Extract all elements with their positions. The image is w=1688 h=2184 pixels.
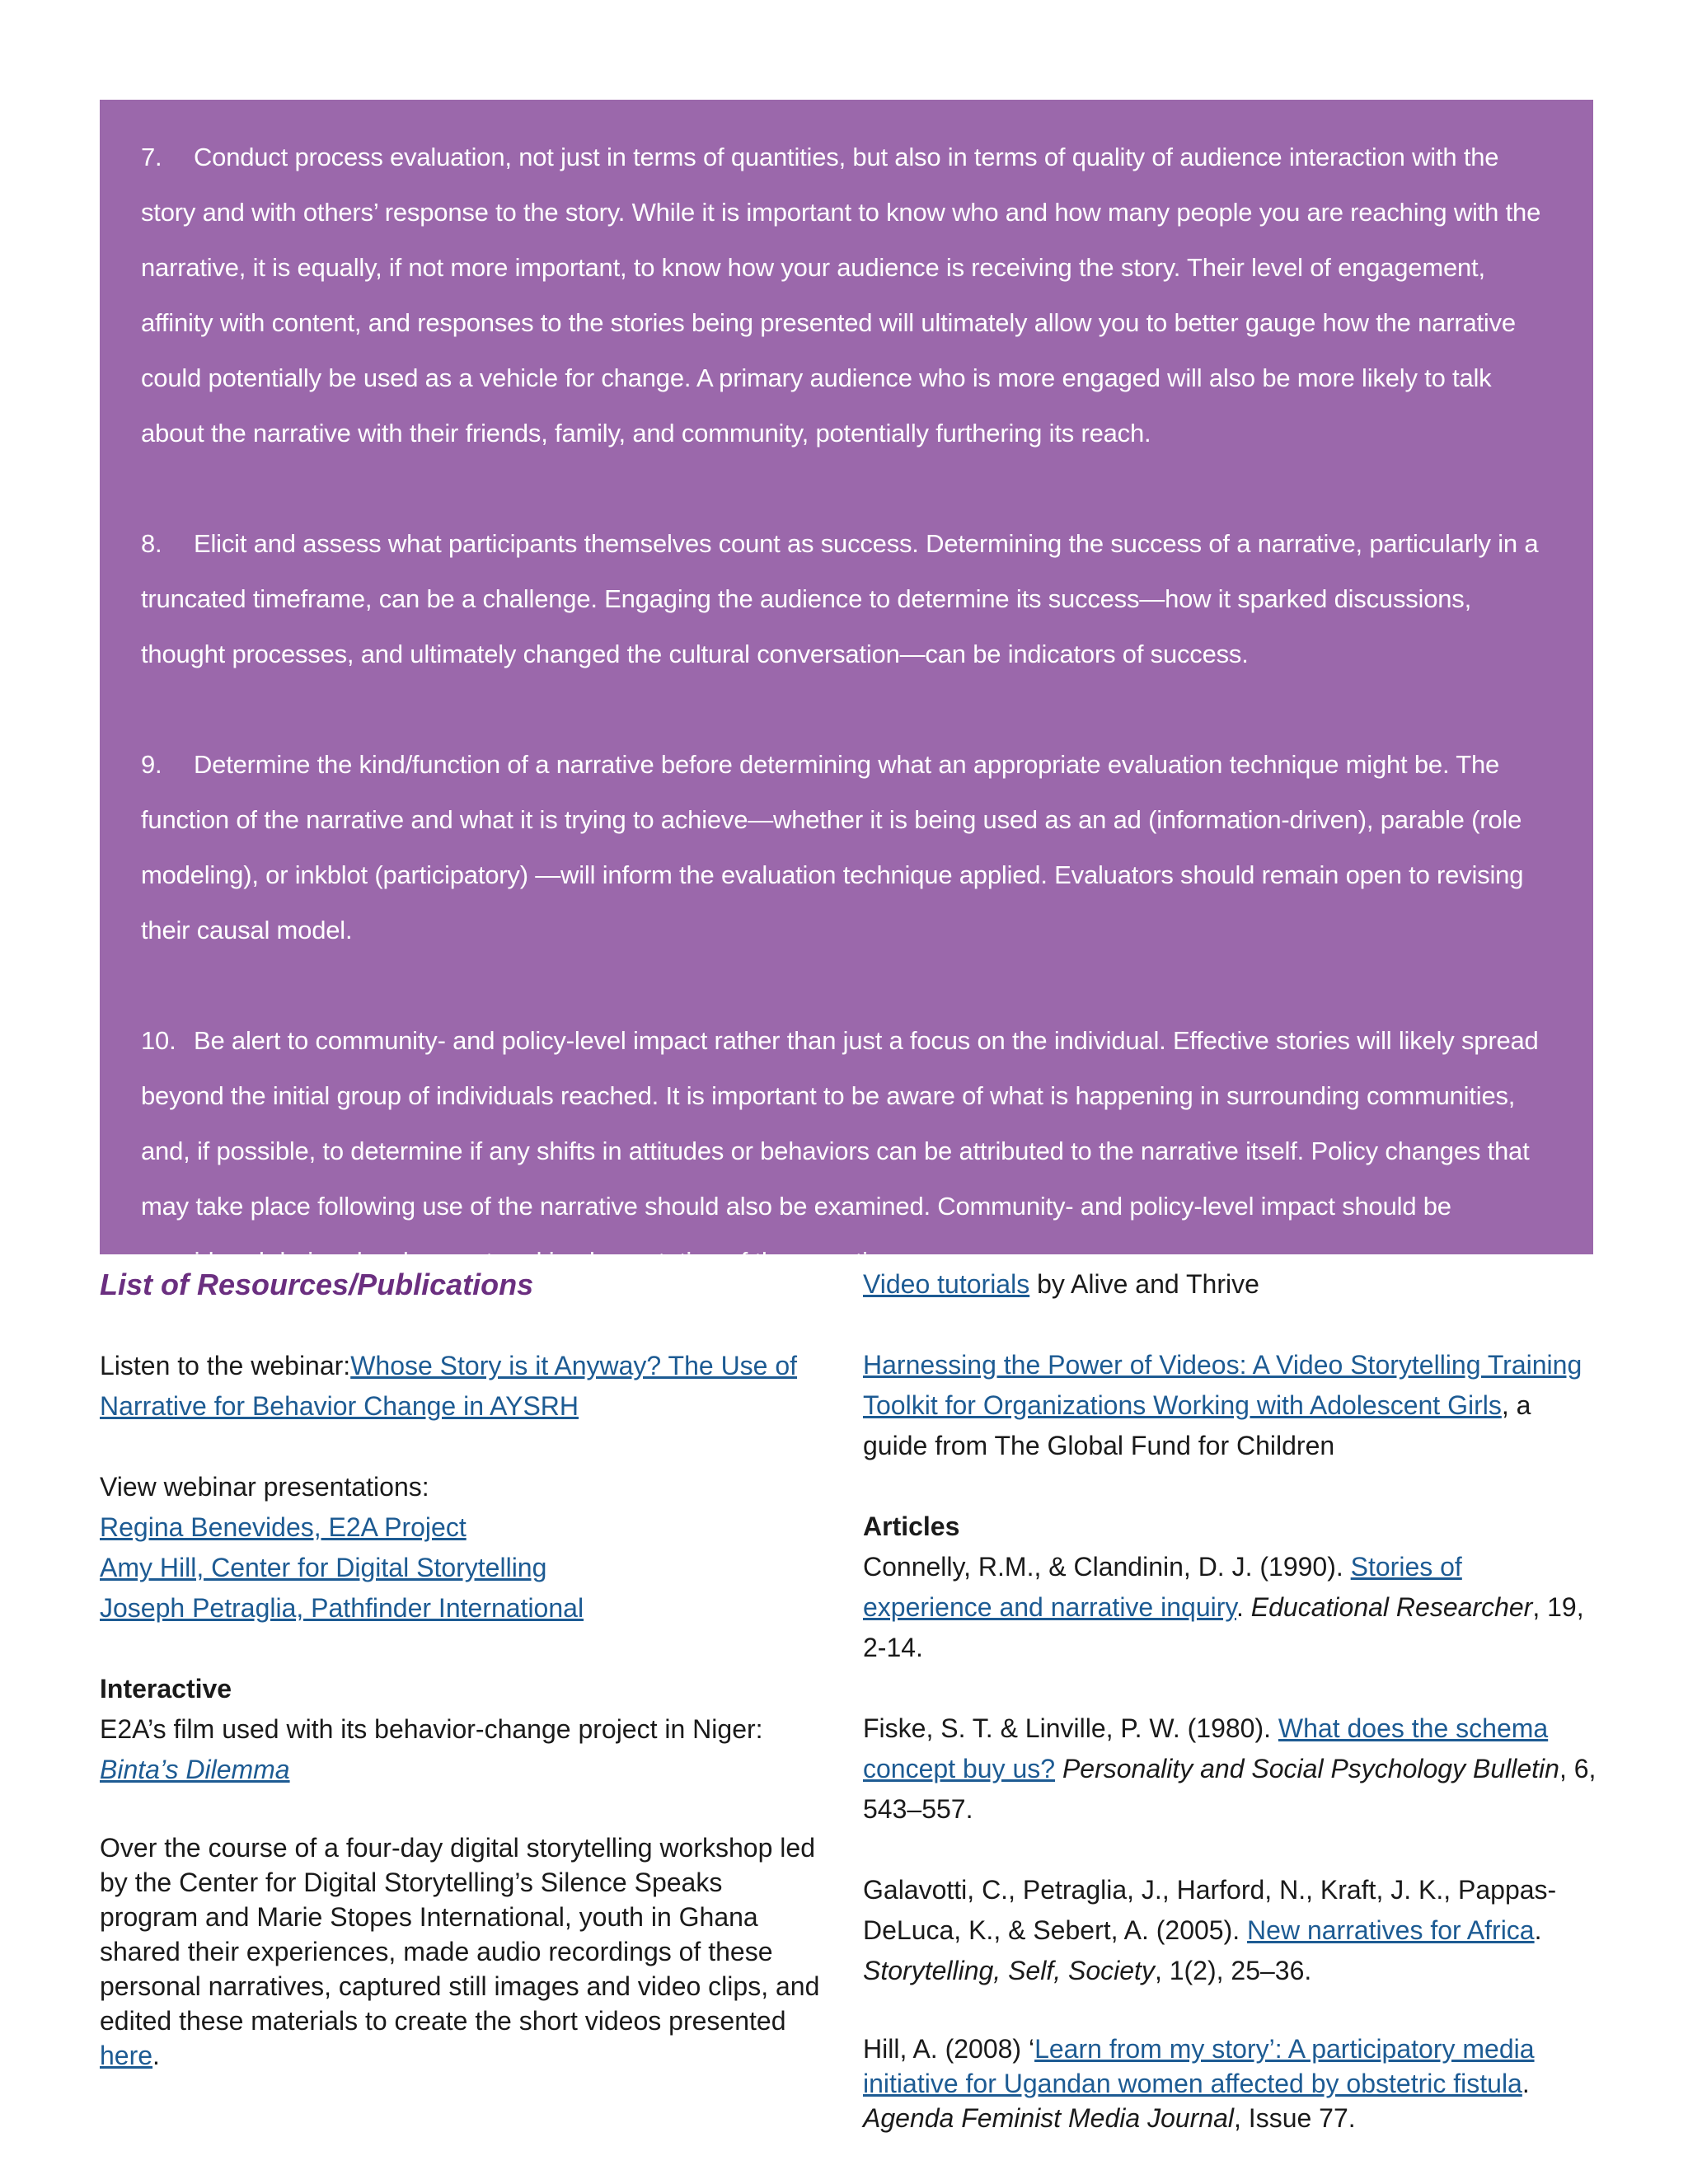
article-link[interactable]: Stories of experience and narrative inquiry xyxy=(863,1552,1462,1622)
harnessing-link[interactable]: Harnessing the Power of Videos: A Video Storytelling Training Toolkit for Organizations Working with Adolescent Girls xyxy=(863,1350,1582,1420)
resources-title: List of Resources/Publications xyxy=(100,1268,534,1301)
article-sep: . xyxy=(1534,1915,1542,1945)
article-volume: , Issue 77. xyxy=(1234,2103,1356,2133)
harnessing-paragraph xyxy=(863,1345,1597,1466)
article-authors: Connelly, R.M., & Clandinin, D. J. (1990). xyxy=(863,1552,1351,1582)
article-authors: Fiske, S. T. & Linville, P. W. (1980). xyxy=(863,1713,1278,1743)
resources-right-column xyxy=(863,1264,1597,2135)
tip-7 xyxy=(141,129,1552,461)
workshop-end: . xyxy=(152,2041,160,2070)
tip-number: 9. xyxy=(141,750,162,779)
presentation-link-petraglia[interactable]: Joseph Petraglia, Pathfinder International xyxy=(100,1593,584,1623)
tip-text: Elicit and assess what participants themselves count as success. Determining the success of a narrative, particularly in a truncated timeframe, can be a challenge. Engaging the audience to determine its success—how it sparked discussions, thought processes, and ultimately changed the cultural conversation—can be indicators of success. xyxy=(141,529,1539,668)
article-hill xyxy=(863,2032,1597,2135)
presentation-link-hill[interactable]: Amy Hill, Center for Digital Storytelling xyxy=(100,1553,547,1582)
workshop-text: Over the course of a four-day digital storytelling workshop led by the Center for Digital Storytelling’s Silence Speaks program and Marie Stopes International, youth in Ghana shared their experiences, made audio recordings of these personal narratives, captured still images and video clips, and edited these materials to create the short videos presented xyxy=(100,1833,820,2036)
video-tutorials-paragraph xyxy=(863,1264,1597,1305)
article-journal: Storytelling, Self, Society xyxy=(863,1956,1155,1985)
article-link[interactable]: What does the schema concept buy us? xyxy=(863,1713,1549,1783)
interactive-heading: Interactive xyxy=(100,1674,232,1704)
article-galavotti xyxy=(863,1870,1597,1991)
presentation-link-benevides[interactable]: Regina Benevides, E2A Project xyxy=(100,1512,467,1542)
article-link[interactable]: New narratives for Africa xyxy=(1247,1915,1535,1945)
tip-9 xyxy=(141,737,1552,958)
article-journal: Agenda Feminist Media Journal xyxy=(863,2103,1235,2133)
bintas-dilemma-link[interactable]: Binta’s Dilemma xyxy=(100,1755,290,1784)
article-volume: , 19, 2-14. xyxy=(863,1592,1584,1662)
evaluation-tips-box xyxy=(100,100,1593,1276)
articles-heading: Articles xyxy=(863,1511,960,1541)
tip-text: Conduct process evaluation, not just in terms of quantities, but also in terms of quality of audience interaction with the story and with others’ response to the story. While it is important to know who and how many people you are reaching with the narrative, it is equally, if not more important, to know how your audience is receiving the story. Their level of engagement, affinity with content, and responses to the stories being presented will ultimately allow you to better gauge how the narrative could potentially be used as a vehicle for change. A primary audience who is more engaged will also be more likely to talk about the narrative with their friends, family, and community, potentially furthering its reach. xyxy=(141,143,1541,448)
tip-number: 7. xyxy=(141,143,162,171)
tip-text: Be alert to community- and policy-level impact rather than just a focus on the individual. Effective stories will likely spread beyond the initial group of individuals reached. It is important to be aware of what is happening in surrounding communities, and, if possible, to determine if any shifts in attitudes or behaviors can be attributed to the narrative itself. Policy changes that may take place following use of the narrative should also be examined. Community- and policy-level impact should be considered during development and implementation of the narrative. xyxy=(141,1026,1539,1276)
tip-text: Determine the kind/function of a narrative before determining what an appropriate evaluation technique might be. The function of the narrative and what it is trying to achieve—whether it is being used as an ad (information-driven), parable (role modeling), or inkblot (participatory) —will inform the evaluation technique applied. Evaluators should remain open to revising their causal model. xyxy=(141,750,1524,944)
presentations-label: View webinar presentations: xyxy=(100,1472,429,1502)
tip-10 xyxy=(141,1013,1552,1289)
interactive-paragraph xyxy=(100,1709,825,1790)
article-journal: Educational Researcher xyxy=(1250,1592,1533,1622)
harnessing-suffix: , a guide from The Global Fund for Children xyxy=(863,1390,1531,1460)
workshop-here-link[interactable]: here xyxy=(100,2041,153,2070)
article-sep: . xyxy=(1236,1592,1251,1622)
webinar-paragraph xyxy=(100,1346,825,1427)
article-volume: , 6, 543–557. xyxy=(863,1754,1597,1824)
webinar-link[interactable]: Whose Story is it Anyway? The Use of Narrative for Behavior Change in AYSRH xyxy=(100,1351,798,1421)
interactive-text: E2A’s film used with its behavior-change project in Niger: xyxy=(100,1714,763,1744)
article-authors: Hill, A. (2008) ‘ xyxy=(863,2034,1035,2064)
article-link[interactable]: Learn from my story’: A participatory media initiative for Ugandan women affected by obstetric fistula xyxy=(863,2034,1535,2098)
article-sep xyxy=(1055,1754,1062,1783)
tip-number: 8. xyxy=(141,529,162,558)
resources-left-column xyxy=(100,1264,825,2073)
article-connelly xyxy=(863,1547,1597,1668)
video-tutorials-suffix: by Alive and Thrive xyxy=(1029,1269,1259,1299)
article-authors: Galavotti, C., Petraglia, J., Harford, N., Kraft, J. K., Pappas-DeLuca, K., & Sebert, A. (2005). xyxy=(863,1875,1557,1945)
tip-number: 10. xyxy=(141,1026,176,1055)
tip-8 xyxy=(141,516,1552,682)
video-tutorials-link[interactable]: Video tutorials xyxy=(863,1269,1030,1299)
workshop-paragraph xyxy=(100,1830,825,2073)
article-sep: . xyxy=(1522,2069,1530,2098)
article-journal: Personality and Social Psychology Bulletin xyxy=(1062,1754,1559,1783)
webinar-prefix: Listen to the webinar: xyxy=(100,1351,351,1380)
article-fiske xyxy=(863,1708,1597,1830)
article-volume: , 1(2), 25–36. xyxy=(1154,1956,1312,1985)
